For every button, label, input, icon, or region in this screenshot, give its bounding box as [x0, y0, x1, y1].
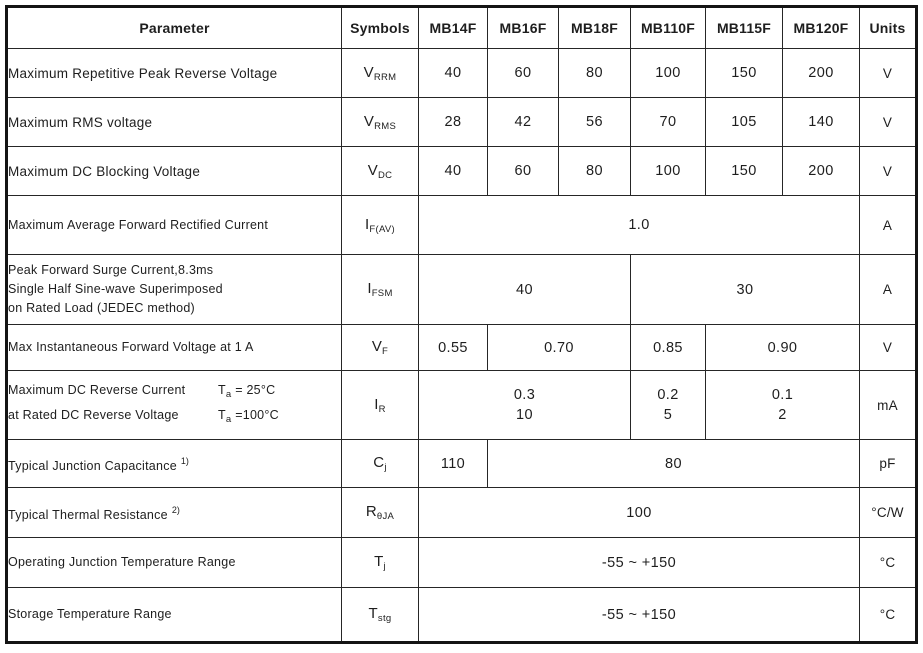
col-header-symbols: Symbols — [342, 7, 419, 49]
row-rthja — [7, 488, 917, 538]
symbol-cell — [342, 325, 419, 371]
value-cell: 42 — [488, 98, 559, 147]
value-cell: 110 — [419, 440, 488, 488]
footnote-ref: 1) — [180, 455, 189, 466]
param-line: Peak Forward Surge Current,8.3ms — [8, 263, 214, 277]
header-row — [7, 7, 917, 49]
row-ir — [7, 371, 917, 440]
symbol-sub: R — [378, 403, 386, 415]
symbol-sub: j — [383, 561, 386, 572]
spec-table — [5, 5, 918, 644]
param-cell: Typical Thermal Resistance $^{2)}$ — [7, 488, 342, 538]
unit-cell: °C — [860, 538, 917, 588]
unit-cell: mA — [860, 371, 917, 440]
value-cell: 0.90 — [706, 325, 860, 371]
unit-cell: V — [860, 49, 917, 98]
col-header-mb110f: MB110F — [631, 7, 706, 49]
value-cell: -55 ~ +150 — [419, 588, 860, 643]
symbol-cell — [342, 98, 419, 147]
param-line: Maximum DC Reverse Current — [8, 383, 186, 397]
footnote-ref: 2) — [171, 504, 180, 515]
symbol-base: V — [371, 338, 383, 355]
symbol-base: V — [363, 63, 374, 81]
value-cell: 140 — [783, 98, 860, 147]
test-condition: $T_a = 25^\circ C$ — [218, 383, 276, 400]
value-cell: 0.70 — [488, 325, 631, 371]
unit-cell: V — [860, 325, 917, 371]
unit-cell: A — [860, 255, 917, 325]
symbol-cell — [342, 196, 419, 255]
param-cell: Maximum DC Blocking Voltage — [7, 147, 342, 196]
param-cell: Typical Junction Capacitance $^{1)}$ — [7, 440, 342, 488]
symbol-sub: RRM — [373, 71, 397, 83]
symbol-cell — [342, 488, 419, 538]
value-cell: 1.0 — [419, 196, 860, 255]
unit-cell: °C/W — [860, 488, 917, 538]
symbol-sub: F(AV) — [369, 223, 395, 235]
symbol-base: V — [363, 112, 375, 130]
param-cell: Max Instantaneous Forward Voltage at 1 A — [7, 325, 342, 371]
symbol-sub: F — [382, 346, 389, 357]
value-cell: 80 — [559, 49, 631, 98]
unit-cell: pF — [860, 440, 917, 488]
param-cell — [7, 371, 342, 440]
col-header-mb16f: MB16F — [488, 7, 559, 49]
param-line: at Rated DC Reverse Voltage — [8, 408, 179, 422]
param-cell: Maximum RMS voltage — [7, 98, 342, 147]
row-vrrm — [7, 49, 917, 98]
value-cell: 100 — [631, 147, 706, 196]
value-cell: 150 — [706, 49, 783, 98]
symbol-cell — [342, 588, 419, 643]
symbol-base: I — [367, 280, 372, 297]
value-cell: 100 — [419, 488, 860, 538]
col-header-parameter: Parameter — [7, 7, 342, 49]
symbol-sub: stg — [377, 613, 392, 624]
symbol-sub: θJA — [376, 511, 395, 522]
symbol-base: R — [365, 503, 377, 520]
row-vdc — [7, 147, 917, 196]
col-header-mb18f: MB18F — [559, 7, 631, 49]
symbol-cell — [342, 371, 419, 440]
col-header-mb14f: MB14F — [419, 7, 488, 49]
value-cell: 60 — [488, 49, 559, 98]
param-cell — [7, 255, 342, 325]
value-cell: 200 — [783, 49, 860, 98]
param-cell: Maximum Average Forward Rectified Current — [7, 196, 342, 255]
row-ifav — [7, 196, 917, 255]
param-cell: Storage Temperature Range — [7, 588, 342, 643]
value-cell: 100 — [631, 49, 706, 98]
symbol-sub: RMS — [374, 120, 397, 132]
symbol-cell — [342, 440, 419, 488]
param-cell: Maximum Repetitive Peak Reverse Voltage — [7, 49, 342, 98]
symbol-cell — [342, 147, 419, 196]
symbol-cell — [342, 538, 419, 588]
value-cell: 0.2 5 — [631, 371, 706, 440]
unit-cell: V — [860, 147, 917, 196]
value-cell: 40 — [419, 255, 631, 325]
symbol-base: V — [367, 161, 378, 179]
value-cell: -55 ~ +150 — [419, 538, 860, 588]
test-condition: $T_a =100^\circ C$ — [218, 408, 279, 425]
value-cell: 0.55 — [419, 325, 488, 371]
value-cell: 30 — [631, 255, 860, 325]
symbol-sub: FSM — [371, 288, 393, 299]
row-tstg — [7, 588, 917, 643]
value-cell: 0.3 10 — [419, 371, 631, 440]
value-cell: 40 — [419, 147, 488, 196]
col-header-units: Units — [860, 7, 917, 49]
value-cell: 80 — [559, 147, 631, 196]
row-vrms — [7, 98, 917, 147]
symbol-base: I — [374, 395, 379, 413]
param-line: on Rated Load (JEDEC method) — [8, 301, 195, 315]
row-vf — [7, 325, 917, 371]
param-line: Single Half Sine-wave Superimposed — [8, 282, 223, 296]
value-cell: 105 — [706, 98, 783, 147]
value-cell: 200 — [783, 147, 860, 196]
value-cell: 80 — [488, 440, 860, 488]
param-cell: Operating Junction Temperature Range — [7, 538, 342, 588]
symbol-sub: j — [384, 462, 387, 473]
col-header-mb120f: MB120F — [783, 7, 860, 49]
symbol-base: T — [368, 605, 378, 622]
value-cell: 150 — [706, 147, 783, 196]
symbol-cell — [342, 49, 419, 98]
row-tj — [7, 538, 917, 588]
value-cell: 60 — [488, 147, 559, 196]
symbol-base: I — [365, 215, 370, 233]
value-cell: 56 — [559, 98, 631, 147]
symbol-cell — [342, 255, 419, 325]
symbol-base: T — [374, 553, 384, 570]
value-cell: 40 — [419, 49, 488, 98]
value-cell: 0.85 — [631, 325, 706, 371]
value-cell: 0.1 2 — [706, 371, 860, 440]
value-cell: 28 — [419, 98, 488, 147]
value-cell: 70 — [631, 98, 706, 147]
symbol-base: C — [373, 454, 385, 471]
symbol-sub: DC — [377, 169, 393, 181]
row-cj — [7, 440, 917, 488]
unit-cell: °C — [860, 588, 917, 643]
unit-cell: V — [860, 98, 917, 147]
unit-cell: A — [860, 196, 917, 255]
col-header-mb115f: MB115F — [706, 7, 783, 49]
row-ifsm — [7, 255, 917, 325]
